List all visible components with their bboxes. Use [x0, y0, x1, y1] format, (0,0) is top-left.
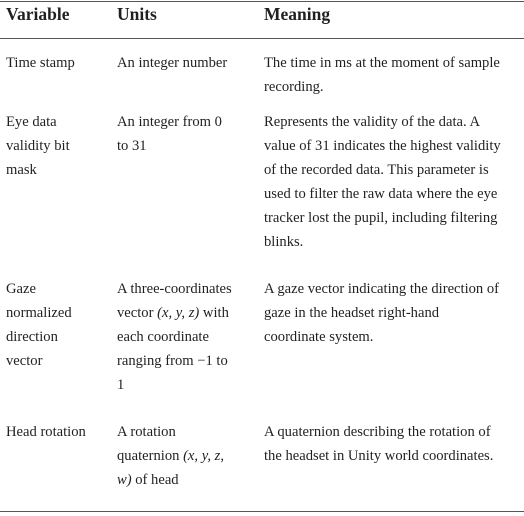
cell-units: An integer number: [117, 55, 228, 71]
cell-units: An integer from 0 to 31: [117, 114, 222, 154]
header-rule: [0, 38, 524, 39]
cell-meaning: A gaze vector indicating the direction of gaze in the headset right-hand coordinate system.: [264, 281, 500, 345]
header-variable: Variable: [6, 4, 70, 24]
header-meaning: Meaning: [264, 4, 331, 24]
cell-units: A rotation quaternion (x, y, z, w) of head: [117, 424, 224, 488]
cell-variable: Eye data validity bit mask: [6, 114, 70, 178]
cell-variable: Gaze normalized direction vector: [6, 281, 72, 369]
cell-variable: Head rotation: [6, 424, 86, 440]
table-top-rule: [0, 1, 524, 2]
cell-meaning: Represents the validity of the data. A value of 31 indicates the highest validity of the recorded data. This parameter is used to filter the raw data where the eye tracker lost the pupil, including filtering blinks.: [264, 114, 501, 250]
table-header: [0, 4, 524, 34]
cell-meaning: The time in ms at the moment of sample recording.: [264, 55, 500, 95]
cell-variable: Time stamp: [6, 55, 75, 71]
header-units: Units: [117, 4, 157, 24]
cell-meaning: A quaternion describing the rotation of the headset in Unity world coordinates.: [264, 424, 494, 464]
cell-units: A three-coordinates vector (x, y, z) with each coordinate ranging from −1 to 1: [117, 281, 232, 393]
table-bottom-rule: [0, 511, 524, 512]
